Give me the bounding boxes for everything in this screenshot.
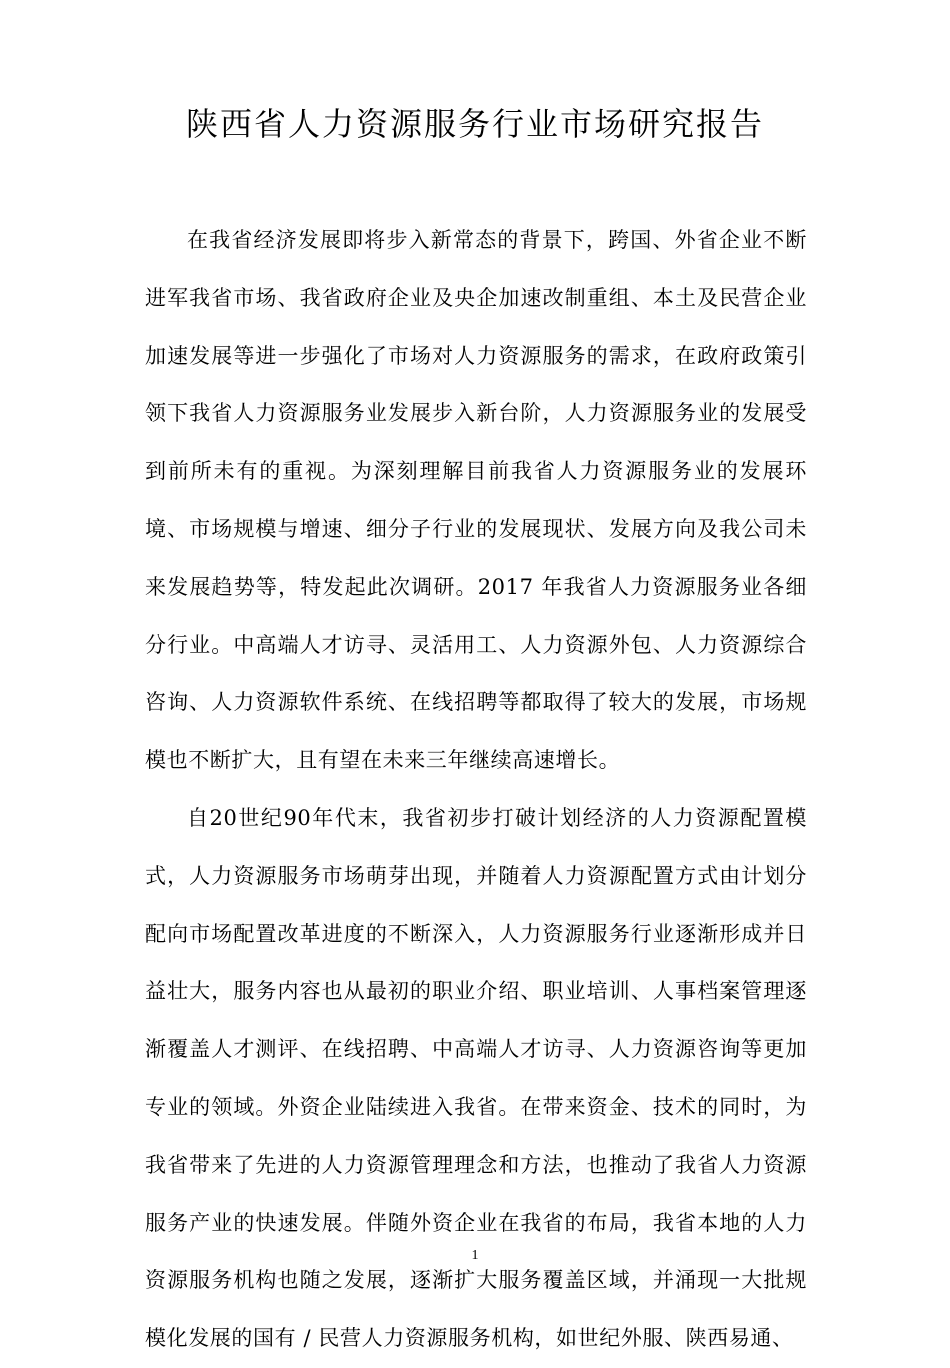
document-body <box>145 212 807 1368</box>
page-number: 1 <box>471 1248 479 1263</box>
paragraph-1: 在我省经济发展即将步入新常态的背景下，跨国、外省企业不断进军我省市场、我省政府企业及央企加速改制重组、本土及民营企业加速发展等进一步强化了市场对人力资源服务的需求，在政府政策引领下我省人力资源服务业发展步入新台阶，人力资源服务业的发展受到前所未有的重视。为深刻理解目前我省人力资源服务业的发展环境、市场规模与增速、细分子行业的发展现状、发展方向及我公司未来发展趋势等，特发起此次调研。2017 年我省人力资源服务业各细分行业。中高端人才访寻、灵活用工、人力资源外包、人力资源综合咨询、人力资源软件系统、在线招聘等都取得了较大的发展，市场规模也不断扩大，且有望在未来三年继续高速增长。 <box>145 228 807 773</box>
document-title: 陕西省人力资源服务行业市场研究报告 <box>185 105 764 143</box>
paragraph-2: 自20世纪90年代末，我省初步打破计划经济的人力资源配置模式，人力资源服务市场萌芽出现，并随着人力资源配置方式由计划分配向市场配置改革进度的不断深入，人力资源服务行业逐渐形成并日益壮大，服务内容也从最初的职业介绍、职业培训、人事档案管理逐渐覆盖人才测评、在线招聘、中高端人才访寻、人力资源咨询等更加专业的领域。外资企业陆续进入我省。在带来资金、技术的同时，为我省带来了先进的人力资源管理理念和方法，也推动了我省人力资源服务产业的快速发展。伴随外资企业在我省的布局，我省本地的人力资源服务机构也随之发展，逐渐扩大服务覆盖区域，并涌现一大批规模化发展的国有 / 民营人力资源服务机构，如世纪外服、陕西易通、 <box>145 805 807 1351</box>
